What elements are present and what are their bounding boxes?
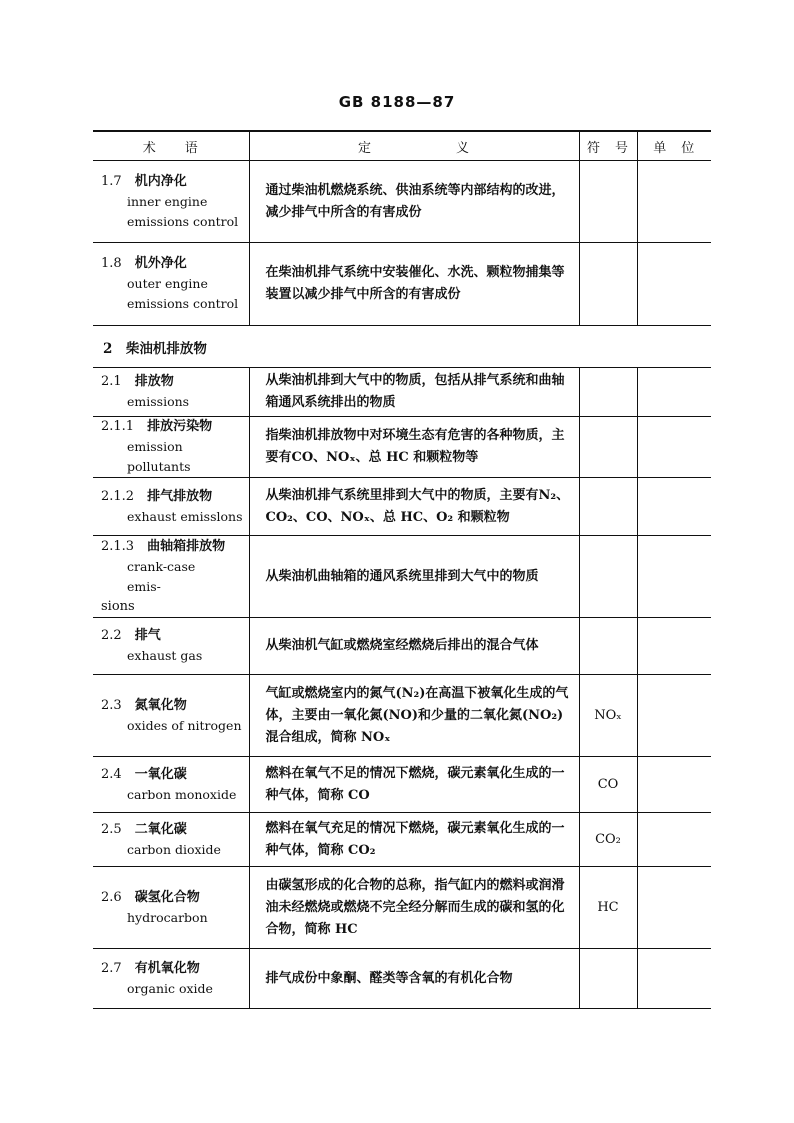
term-number: 2.4 xyxy=(101,766,122,782)
definition-cell: 排气成份中象酮、醛类等含氧的有机化合物 xyxy=(249,949,579,1009)
term-chinese: 碳氢化合物 xyxy=(134,889,200,905)
term-cell xyxy=(93,618,249,675)
symbol-cell xyxy=(579,417,637,478)
symbol-cell xyxy=(579,949,637,1009)
term-number: 1.8 xyxy=(101,256,122,271)
unit-cell xyxy=(637,949,711,1009)
symbol-cell xyxy=(579,368,637,417)
table-row xyxy=(93,478,711,536)
term-number: 2.3 xyxy=(101,697,122,713)
unit-cell xyxy=(637,618,711,675)
term-chinese: 二氧化碳 xyxy=(134,821,187,837)
term-english: crank-case emis- xyxy=(127,558,221,594)
definition-cell: 从柴油机排气系统里排到大气中的物质，主要有N₂、CO₂、CO、NOₓ、总 HC、O₂ 和颗粒物 xyxy=(249,478,579,536)
term-number: 2.1.3 xyxy=(101,538,135,554)
term-english-continued: emissions control xyxy=(127,296,239,311)
term-number: 2.1.1 xyxy=(101,419,135,434)
column-header-symbol: 符 号 xyxy=(579,131,637,161)
symbol-cell xyxy=(579,478,637,536)
unit-cell xyxy=(637,417,711,478)
term-chinese: 一氧化碳 xyxy=(134,766,187,782)
table-row xyxy=(93,867,711,949)
symbol-cell xyxy=(579,618,637,675)
column-header-term: 术 语 xyxy=(93,131,249,161)
unit-cell xyxy=(637,368,711,417)
definition-cell: 在柴油机排气系统中安装催化、水洗、颗粒物捕集等装置以减少排气中所含的有害成份 xyxy=(249,243,579,326)
term-english: emissions xyxy=(127,394,190,409)
term-chinese: 有机氧化物 xyxy=(134,960,200,976)
table-row xyxy=(93,243,711,326)
term-cell xyxy=(93,417,249,478)
table-row xyxy=(93,161,711,243)
term-chinese: 排气排放物 xyxy=(147,488,213,504)
symbol-cell xyxy=(579,536,637,618)
column-header-unit: 单 位 xyxy=(637,131,711,161)
term-english-continued: sions xyxy=(101,598,135,614)
column-header-definition: 定 义 xyxy=(249,131,579,161)
term-number: 2.5 xyxy=(101,821,122,837)
unit-cell xyxy=(637,478,711,536)
term-cell xyxy=(93,243,249,326)
term-cell xyxy=(93,368,249,417)
section-row xyxy=(93,326,711,368)
table-header-row xyxy=(93,131,711,161)
term-number: 2.7 xyxy=(101,960,122,976)
term-english: exhaust gas xyxy=(127,648,203,663)
term-chinese: 机内净化 xyxy=(134,173,187,189)
term-number: 1.7 xyxy=(101,173,122,189)
symbol-cell: CO xyxy=(579,757,637,813)
unit-cell xyxy=(637,813,711,867)
term-chinese: 曲轴箱排放物 xyxy=(147,538,226,554)
term-number: 2.6 xyxy=(101,889,122,905)
term-cell xyxy=(93,478,249,536)
term-english: carbon dioxide xyxy=(127,841,221,857)
symbol-cell xyxy=(579,161,637,243)
unit-cell xyxy=(637,675,711,757)
term-english-continued: emissions control xyxy=(127,213,239,229)
unit-cell xyxy=(637,536,711,618)
table-row xyxy=(93,675,711,757)
term-english: organic oxide xyxy=(127,980,213,996)
unit-cell xyxy=(637,867,711,949)
term-english: oxides of nitrogen xyxy=(127,717,242,733)
symbol-cell: CO₂ xyxy=(579,813,637,867)
terms-table xyxy=(93,130,711,1009)
table-row xyxy=(93,618,711,675)
term-english: emission pollutants xyxy=(127,439,191,474)
term-cell xyxy=(93,675,249,757)
definition-cell: 从柴油机曲轴箱的通风系统里排到大气中的物质 xyxy=(249,536,579,618)
definition-cell: 燃料在氧气充足的情况下燃烧，碳元素氧化生成的一种气体，简称 CO₂ xyxy=(249,813,579,867)
term-number: 2.1 xyxy=(101,374,122,389)
term-chinese: 排放污染物 xyxy=(147,419,213,434)
definition-cell: 指柴油机排放物中对环境生态有危害的各种物质，主要有CO、NOₓ、总 HC 和颗粒物等 xyxy=(249,417,579,478)
table-row xyxy=(93,813,711,867)
symbol-cell xyxy=(579,243,637,326)
section-title: 2 柴油机排放物 xyxy=(93,326,711,368)
symbol-cell: HC xyxy=(579,867,637,949)
term-english: hydrocarbon xyxy=(127,909,208,925)
term-cell xyxy=(93,757,249,813)
term-english: outer engine xyxy=(127,276,208,291)
unit-cell xyxy=(637,757,711,813)
definition-cell: 从柴油机气缸或燃烧室经燃烧后排出的混合气体 xyxy=(249,618,579,675)
term-chinese: 排放物 xyxy=(134,374,174,389)
definition-cell: 从柴油机排到大气中的物质，包括从排气系统和曲轴箱通风系统排出的物质 xyxy=(249,368,579,417)
definition-cell: 由碳氢形成的化合物的总称，指气缸内的燃料或润滑油未经燃烧或燃烧不完全经分解而生成的碳和氢的化合物，简称 HC xyxy=(249,867,579,949)
page-header-standard-number: GB 8188—87 xyxy=(338,93,456,111)
definition-cell: 通过柴油机燃烧系统、供油系统等内部结构的改进，减少排气中所含的有害成份 xyxy=(249,161,579,243)
table-row xyxy=(93,368,711,417)
term-chinese: 机外净化 xyxy=(134,256,187,271)
term-english: exhaust emisslons xyxy=(127,508,243,524)
definition-cell: 气缸或燃烧室内的氮气(N₂)在高温下被氧化生成的气体，主要由一氧化氮(NO)和少量的二氧化氮(NO₂)混合组成，简称 NOₓ xyxy=(249,675,579,757)
table-row xyxy=(93,417,711,478)
term-cell xyxy=(93,536,249,618)
term-cell xyxy=(93,161,249,243)
term-english: inner engine xyxy=(127,193,208,209)
term-cell xyxy=(93,867,249,949)
term-number: 2.2 xyxy=(101,628,122,643)
terms-table-body xyxy=(93,161,711,1009)
table-row xyxy=(93,949,711,1009)
term-cell xyxy=(93,949,249,1009)
term-english: carbon monoxide xyxy=(127,786,237,802)
table-row xyxy=(93,536,711,618)
term-cell xyxy=(93,813,249,867)
definition-cell: 燃料在氧气不足的情况下燃烧，碳元素氧化生成的一种气体，简称 CO xyxy=(249,757,579,813)
unit-cell xyxy=(637,243,711,326)
unit-cell xyxy=(637,161,711,243)
term-chinese: 排气 xyxy=(134,628,161,643)
table-row xyxy=(93,757,711,813)
term-number: 2.1.2 xyxy=(101,488,135,504)
symbol-cell: NOₓ xyxy=(579,675,637,757)
term-chinese: 氮氧化物 xyxy=(134,697,187,713)
